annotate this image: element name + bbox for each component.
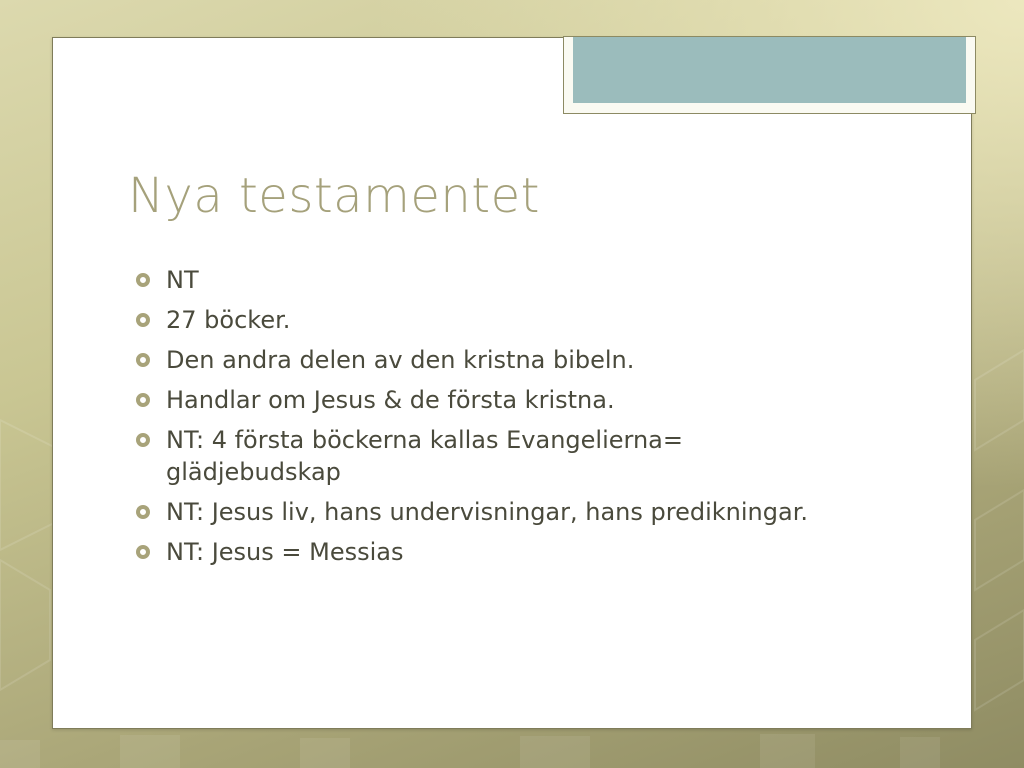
bullet-text: NT (166, 266, 199, 294)
bullet-text: Den andra delen av den kristna bibeln. (166, 346, 635, 374)
circle-bullet-icon (136, 353, 150, 367)
circle-bullet-icon (136, 545, 150, 559)
circle-bullet-icon (136, 393, 150, 407)
bullet-item (134, 304, 834, 336)
bullet-item (134, 496, 834, 528)
circle-bullet-icon (136, 313, 150, 327)
circle-bullet-icon (136, 505, 150, 519)
accent-panel (573, 37, 966, 103)
bullet-item (134, 536, 834, 568)
bullet-text: Handlar om Jesus & de första kristna. (166, 386, 615, 414)
bullet-text: 27 böcker. (166, 306, 291, 334)
bullet-list (134, 264, 834, 576)
bullet-text: NT: Jesus liv, hans undervisningar, hans predikningar. (166, 498, 808, 526)
slide-title: Nya testamentet (128, 168, 540, 224)
circle-bullet-icon (136, 273, 150, 287)
bullet-item (134, 424, 834, 488)
bullet-item (134, 264, 834, 296)
accent-frame (563, 36, 976, 114)
bullet-text: NT: 4 första böckerna kallas Evangelierna= glädjebudskap (166, 426, 683, 486)
circle-bullet-icon (136, 433, 150, 447)
bullet-item (134, 344, 834, 376)
bullet-item (134, 384, 834, 416)
bullet-text: NT: Jesus = Messias (166, 538, 404, 566)
